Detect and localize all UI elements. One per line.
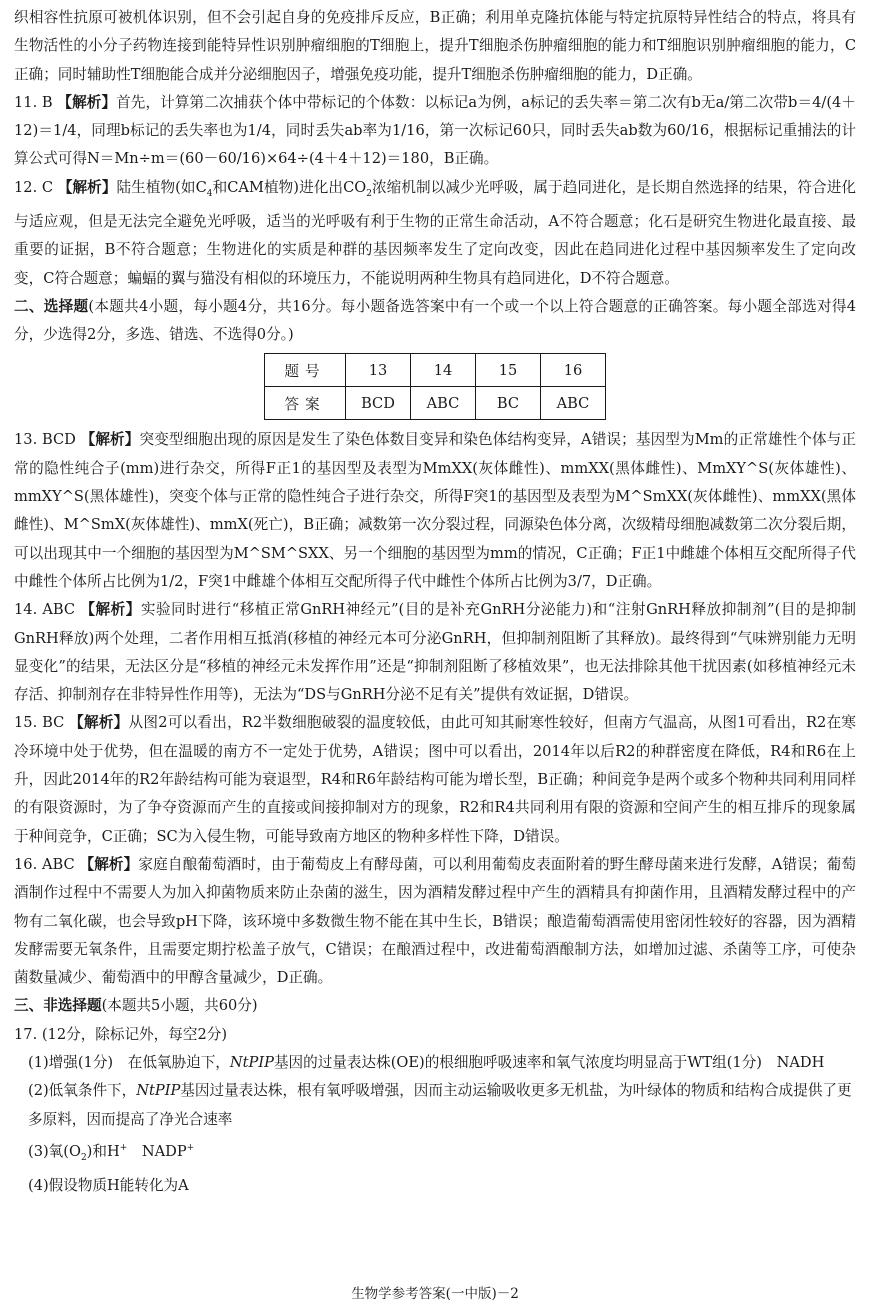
- table-number-15: 15: [476, 354, 541, 387]
- answer-17-part-2: [14, 1077, 856, 1134]
- answer-16: [14, 851, 856, 992]
- answer-table: [264, 353, 606, 420]
- table-answer-14: ABC: [411, 387, 476, 420]
- answer-17-part-3-c: NADP: [127, 1142, 187, 1160]
- answer-12-text-b: 和CAM植物)进化出CO: [212, 178, 367, 196]
- answer-17-part-4: (4)假设物质H能转化为A: [28, 1176, 189, 1194]
- table-answer-15: BC: [476, 387, 541, 420]
- table-row-label: 答案: [265, 387, 346, 420]
- answer-16-tag: 【解析】: [79, 855, 139, 873]
- answer-17-part-3: [14, 1134, 856, 1172]
- answer-13: [14, 426, 856, 596]
- answer-17-part-1-a: (1)增强(1分) 在低氧胁迫下，: [28, 1054, 230, 1071]
- answer-14-number: 14. ABC: [14, 601, 76, 619]
- answer-14: [14, 596, 856, 709]
- answer-11-number: 11. B: [14, 93, 53, 111]
- answer-12-text-a: 陆生植物(如C: [116, 178, 207, 196]
- answer-11: [14, 89, 856, 174]
- section-2-instructions: (本题共4小题，每小题4分，共16分。每小题备选答案中有一个或一个以上符合题意的正确答案。每小题全部选对得4分，少选得2分，多选、错选、不选得0分。): [14, 297, 856, 344]
- table-answer-13: BCD: [346, 387, 411, 420]
- section-2-title: 二、选择题: [14, 297, 89, 315]
- section-3-title: 三、非选择题: [14, 997, 102, 1015]
- answer-12-text-c: 浓缩机制以减少光呼吸，属于趋同进化，是长期自然选择的结果，符合进化与适应观，但是无法完全避免光呼吸，适当的光呼吸有利于生物的正常生命活动，A不符合题意；化石是研究生物进化最直接、最重要的证据，B不符合题意；生物进化的实质是种群的基因频率发生了定向改变，因此在趋同进化过程中基因频率发生了定向改变，C符合题意；蝙蝠的翼与猫没有相似的环境压力，不能说明两种生物具有趋同进化，D不符合题意。: [14, 178, 856, 287]
- answer-11-text: 首先，计算第二次捕获个体中带标记的个体数：以标记a为例，a标记的丢失率＝第二次有b无a/第二次带b＝4/(4＋12)＝1/4，同理b标记的丢失率也为1/4，同时丢失ab率为1/16，第一次标记60只，同时丢失ab数为60/16，根据标记重捕法的计算公式可得N＝Mn÷m＝(60－60/16)×64÷(4＋4＋12)＝180，B正确。: [14, 93, 856, 168]
- answer-16-text: 家庭自酿葡萄酒时，由于葡萄皮上有酵母菌，可以利用葡萄皮表面附着的野生酵母菌来进行发酵，A错误；葡萄酒制作过程中不需要人为加入抑菌物质来防止杂菌的滋生，因为酒精发酵过程中产生的酒精具有抑菌作用，且酒精发酵过程中的产物有二氧化碳，也会导致pH下降，该环境中多数微生物不能在其中生长，B错误；酿造葡萄酒需使用密闭性较好的容器，因为酒精发酵需要无氧条件，且需要定期拧松盖子放气，C错误；在酿酒过程中，改进葡萄酒酿制方法，如增加过滤、杀菌等工序，可使杂菌数量减少、葡萄酒中的甲醇含量减少，D正确。: [14, 855, 856, 987]
- answer-12-number: 12. C: [14, 178, 54, 196]
- answer-17-part-2-b: 基因过量表达株，根有氧呼吸增强，因而主动运输吸收更多无机盐，为叶绿体的物质和结构合成提供了更多原料，因而提高了净光合速率: [28, 1082, 852, 1128]
- subscript-4: 4: [206, 188, 213, 199]
- answer-17-part-2-a: (2)低氧条件下，: [28, 1082, 137, 1100]
- answer-13-text: 突变型细胞出现的原因是发生了染色体数目变异和染色体结构变异，A错误；基因型为Mm的正常雄性个体与正常的隐性纯合子(mm)进行杂交，所得F正1的基因型及表型为MmXX(灰体雌性)、mmXX(黑体雌性)、MmXY^S(灰体雄性)、mmXY^S(黑体雄性)，突变个体与正常的隐性纯合子进行杂交，所得F突1的基因型及表型为M^SmXX(灰体雌性)、mmXX(黑体雌性)、M^SmX(灰体雄性)、mmX(死亡)，B正确；减数第一次分裂过程，同源染色体分离，次级精母细胞减数第二次分裂后期，可以出现其中一个细胞的基因型为M^SM^SXX、另一个细胞的基因型为mm的情况，C正确；F正1中雌雄个体相互交配所得子代中雌性个体所占比例为1/2，F突1中雌雄个体相互交配所得子代中雌性个体所占比例为3/7，D正确。: [14, 431, 856, 590]
- table-answer-16: ABC: [541, 387, 606, 420]
- table-number-14: 14: [411, 354, 476, 387]
- subscript-2: 2: [80, 1152, 87, 1163]
- answer-16-number: 16. ABC: [14, 855, 75, 873]
- subscript-2: 2: [366, 188, 372, 199]
- answer-15-number: 15. BC: [14, 714, 65, 732]
- gene-name: NtPIP: [229, 1054, 274, 1071]
- answer-11-tag: 【解析】: [57, 93, 117, 111]
- answer-15: [14, 709, 856, 850]
- answer-table-row-numbers: [265, 354, 606, 387]
- table-header-label: 题号: [265, 354, 346, 387]
- gene-name: NtPIP: [136, 1082, 181, 1100]
- section-3-instructions: (本题共5小题，共60分): [101, 997, 258, 1015]
- answer-13-number: 13. BCD: [14, 431, 76, 449]
- answer-15-tag: 【解析】: [69, 714, 129, 732]
- section-2-heading: [14, 293, 856, 350]
- superscript-plus: +: [186, 1142, 195, 1153]
- section-3-heading: [14, 992, 856, 1020]
- answer-14-text: 实验同时进行“移植正常GnRH神经元”(目的是补充GnRH分泌能力)和“注射GnRH释放抑制剂”(目的是抑制GnRH释放)两个处理，二者作用相互抵消(移植的神经元本可分泌GnRH，但抑制剂阻断了其释放)。最终得到“气味辨别能力无明显变化”的结果，无法区分是“移植的神经元未发挥作用”还是“抑制剂阻断了移植效果”，也无法排除其他干扰因素(如移植神经元未存活、抑制剂存在非特异性作用等)，无法为“DS与GnRH分泌不足有关”提供有效证据，D错误。: [14, 601, 856, 704]
- answer-17-part-3-a: (3)氧(O: [28, 1142, 81, 1160]
- answer-15-text: 从图2可以看出，R2半数细胞破裂的温度较低，由此可知其耐寒性较好，但南方气温高，从图1可看出，R2在寒冷环境中处于优势，但在温暖的南方不一定处于优势，A错误；图中可以看出，2014年以后R2的种群密度在降低，R4和R6在上升，因此2014年的R2年龄结构可能为衰退型，R4和R6年龄结构可能为增长型，B正确；种间竞争是两个或多个物种共同利用同样的有限资源时，为了争夺资源而产生的直接或间接抑制对方的现象，R2和R4共同利用有限的资源和空间产生的相互排斥的现象属于种间竞争，C正确；SC为入侵生物，可能导致南方地区的物种多样性下降，D错误。: [14, 714, 857, 845]
- table-number-16: 16: [541, 354, 606, 387]
- answer-17-head: 17. (12分，除标记外，每空2分): [14, 1025, 228, 1043]
- answer-table-row-answers: [265, 387, 606, 420]
- superscript-plus: +: [119, 1142, 128, 1153]
- answer-14-tag: 【解析】: [80, 601, 141, 619]
- answer-13-tag: 【解析】: [80, 431, 140, 449]
- answer-12: [14, 174, 856, 293]
- answer-12-tag: 【解析】: [57, 178, 117, 196]
- answer-17-part-3-b: )和H: [86, 1142, 120, 1160]
- answer-17-part-1-b: 基因的过量表达株(OE)的根细胞呼吸速率和氧气浓度均明显高于WT组(1分) NADH: [273, 1054, 825, 1071]
- table-number-13: 13: [346, 354, 411, 387]
- page-footer: 生物学参考答案(一中版)－2: [351, 1286, 519, 1302]
- answer-17-part-1: [14, 1049, 856, 1077]
- top-paragraph: 织相容性抗原可被机体识别，但不会引起自身的免疫排斥反应，B正确；利用单克隆抗体能与特定抗原特异性结合的特点，将具有生物活性的小分子药物连接到能特异性识别肿瘤细胞的T细胞上，提升T细胞杀伤肿瘤细胞的能力和T细胞识别肿瘤细胞的能力，C正确；同时辅助性T细胞能合成并分泌细胞因子，增强免疫功能，提升T细胞杀伤肿瘤细胞的能力，D正确。: [14, 9, 856, 83]
